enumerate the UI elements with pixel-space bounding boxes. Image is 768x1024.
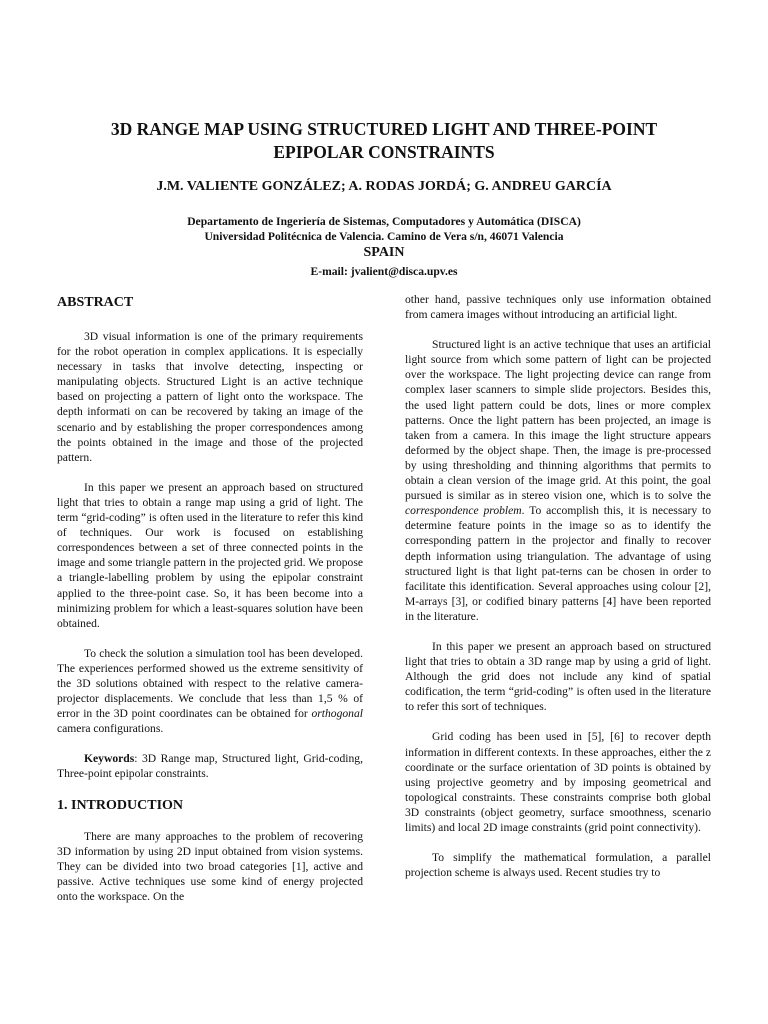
keywords-text: : 3D Range map, Structured light, Grid-coding, Three-point epipolar constraints. — [57, 752, 363, 781]
intro-p2-before: Structured light is an active technique that uses an artificial light source from which some pattern of light can be projected over the workspace. The light projecting device can range from complex laser scanners to simple slide projectors. Besides this, the used light pattern could be dots, lines or more complex patterns. Once the light pattern has been projected, an image is taken from a camera. In this image the light structure appears deformed by the object shape. Then, the image is pre-processed by using thresholding and thinning algorithms that permits to obtain a clean version of the image grid. At this point, the goal pursued is similar as in stereo vision one, which is to solve the — [405, 338, 711, 503]
abstract-paragraph-3 — [57, 646, 363, 737]
affiliation-line-2: Universidad Politécnica de Valencia. Camino de Vera s/n, 46071 Valencia — [204, 230, 564, 243]
intro-p2-italic: correspondence problem — [405, 504, 522, 518]
country: SPAIN — [363, 245, 405, 260]
paper-title — [60, 118, 708, 164]
abstract-paragraph-1: 3D visual information is one of the primary requirements for the robot operation in complex applications. It is especially necessary in tasks that involve detecting, inspecting or manipulating objects. Structured Light is an active technique based on projecting a pattern of light onto the workspace. The depth informati on can be recovered by taking an image of the scenario and by establishing the proper correspondences among the points obtained in the image and those of the projected pattern. — [57, 330, 363, 464]
abstract-paragraph-2: In this paper we present an approach based on structured light that tries to obtain a range map using a grid of light. The term “grid-coding” is often used in the literature to refer this kind of techniques. Our work is focused on establishing correspondences between a set of three connected points in the image and some triangle pattern in the projected grid. We propose a triangle-labelling problem by using the epipolar constraint applied to the three-point case. So, it has been become into a minimizing problem for which a least-squares solution have been obtained. — [57, 480, 363, 630]
intro-paragraph-4: Grid coding has been used in [5], [6] to recover depth information in different contexts. In these approaches, either the z coordinate or the surface orientation of 3D points is obtained by using projective geometry and by imposing geometrical and topological constraints. These constraints comprise both global 3D constraints (object geometry, surface smoothness, scenario limits) and local 2D image constraints (grid point connectivity). — [405, 730, 711, 834]
title-line-2: EPIPOLAR CONSTRAINTS — [273, 142, 495, 162]
keywords-label: Keywords — [84, 752, 135, 766]
abstract-heading: ABSTRACT — [57, 295, 134, 310]
right-column — [405, 292, 711, 895]
intro-paragraph-3: In this paper we present an approach based on structured light that tries to obtain a 3D range map by using a grid of light. Although the grid does not include any kind of spatial codification, the term “grid-coding” is often used in the literature to refer this sort of techniques. — [405, 639, 711, 714]
authors: J.M. VALIENTE GONZÁLEZ; A. RODAS JORDÁ; G. ANDREU GARCÍA — [156, 179, 612, 194]
abstract-p3-after: camera configurations. — [57, 722, 164, 736]
intro-paragraph-2 — [405, 337, 711, 624]
intro-paragraph-1-continued: other hand, passive techniques only use information obtained from camera images without introducing an artificial light. — [405, 293, 711, 322]
affiliation-line-1: Departamento de Ingeriería de Sistemas, Computadores y Automática (DISCA) — [187, 215, 581, 228]
intro-paragraph-5: To simplify the mathematical formulation, a parallel projection scheme is always used. Recent studies try to — [405, 851, 711, 880]
title-line-1: 3D RANGE MAP USING STRUCTURED LIGHT AND THREE-POINT — [110, 119, 658, 139]
intro-paragraph-1: There are many approaches to the problem of recovering 3D information by using 2D input obtained from vision systems. They can be divided into two broad categories [1], active and passive. Active techniques use some kind of energy projected onto the workspace. On the — [57, 829, 363, 903]
left-column — [57, 292, 363, 919]
intro-p2-after: . To accomplish this, it is necessary to determine feature points in the image so as to identify the corresponding pattern in the projector and finally to recover depth information using triangulation. The advantage of using structured light is that light pat-terns can be chosen in order to facilitate this identification. Several approaches using colour [2], M-arrays [3], or codified binary patterns [4] have been reported in the literature. — [405, 504, 711, 623]
abstract-p3-before: To check the solution a simulation tool has been developed. The experiences performed showed us the extreme sensitivity of the 3D solutions obtained with respect to the relative camera-projector displacements. We conclude that less than 1,5 % of error in the 3D point coordinates can be obtained for — [57, 646, 363, 721]
abstract-p3-italic: orthogonal — [311, 707, 363, 721]
affiliation — [60, 214, 708, 244]
introduction-heading: 1. INTRODUCTION — [57, 797, 184, 813]
keywords-paragraph — [57, 751, 363, 781]
email: E-mail: jvalient@disca.upv.es — [310, 265, 458, 278]
